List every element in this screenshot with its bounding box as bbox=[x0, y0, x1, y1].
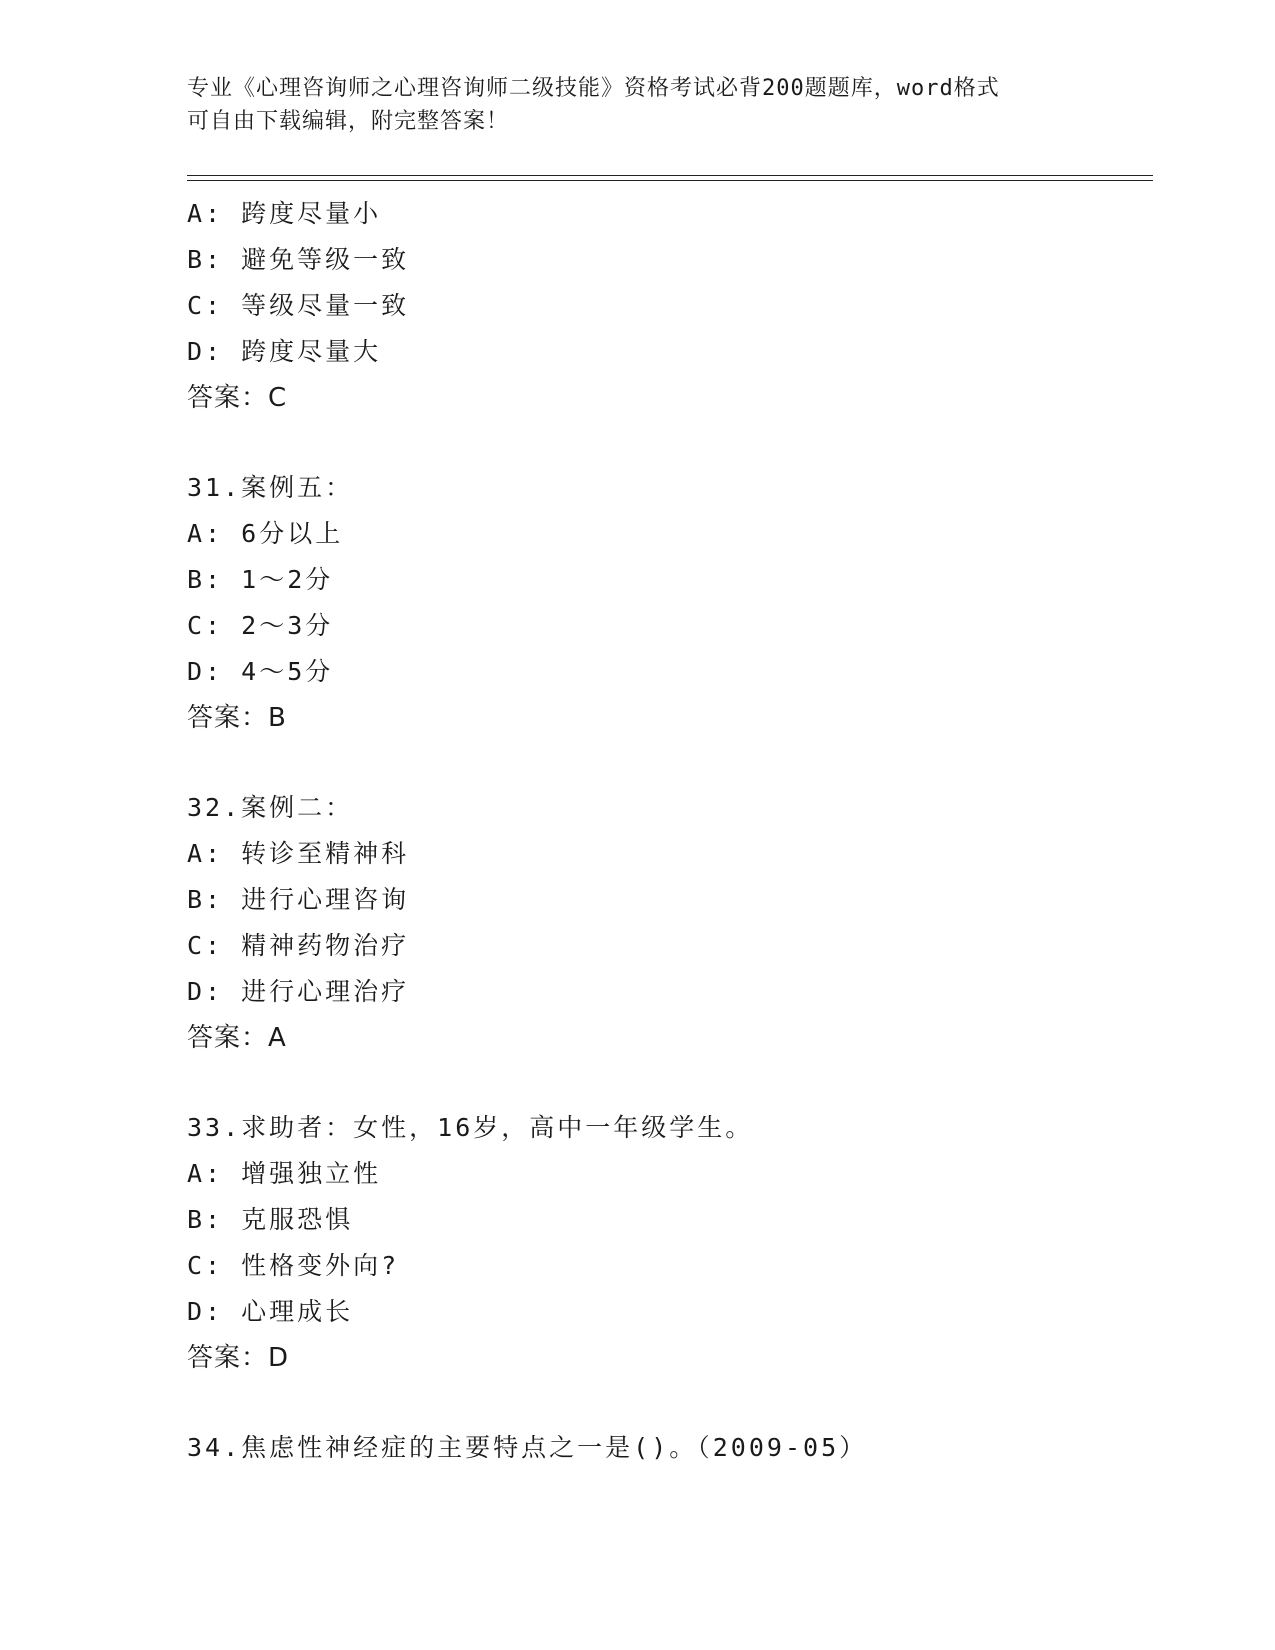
option-c: C: 2～3分 bbox=[187, 611, 334, 640]
option-c: C: 精神药物治疗 bbox=[187, 931, 410, 960]
option-a: A: 跨度尽量小 bbox=[187, 199, 382, 228]
option-a: A: 增强独立性 bbox=[187, 1159, 382, 1188]
question-block-32 bbox=[187, 785, 1147, 1061]
option-c: C: 性格变外向? bbox=[187, 1251, 400, 1280]
header-divider-bottom bbox=[187, 180, 1153, 181]
option-c: C: 等级尽量一致 bbox=[187, 291, 410, 320]
question-block-31 bbox=[187, 465, 1147, 741]
question-block-34 bbox=[187, 1425, 1147, 1471]
option-a: A: 转诊至精神科 bbox=[187, 839, 410, 868]
option-d: D: 进行心理治疗 bbox=[187, 977, 410, 1006]
header-line-1: 专业《心理咨询师之心理咨询师二级技能》资格考试必背200题题库，word格式 bbox=[187, 76, 1000, 101]
answer-line: 答案：B bbox=[187, 703, 287, 733]
question-text: 34.焦虑性神经症的主要特点之一是()。（2009-05） bbox=[187, 1433, 868, 1462]
answer-line: 答案：A bbox=[187, 1023, 287, 1053]
option-d: D: 心理成长 bbox=[187, 1297, 354, 1326]
header-line-2: 可自由下载编辑，附完整答案！ bbox=[187, 109, 510, 134]
question-list bbox=[187, 191, 1147, 1471]
spacer bbox=[187, 1061, 1147, 1105]
spacer bbox=[187, 741, 1147, 785]
answer-line: 答案：D bbox=[187, 1343, 290, 1373]
spacer bbox=[187, 1381, 1147, 1425]
header-divider-top bbox=[187, 175, 1153, 176]
option-d: D: 4～5分 bbox=[187, 657, 334, 686]
document-header bbox=[187, 72, 1087, 138]
question-text: 33.求助者：女性，16岁，高中一年级学生。 bbox=[187, 1113, 754, 1142]
option-d: D: 跨度尽量大 bbox=[187, 337, 382, 366]
spacer bbox=[187, 421, 1147, 465]
option-b: B: 避免等级一致 bbox=[187, 245, 410, 274]
question-block-33 bbox=[187, 1105, 1147, 1381]
option-b: B: 进行心理咨询 bbox=[187, 885, 410, 914]
question-text: 31.案例五： bbox=[187, 473, 354, 502]
option-b: B: 克服恐惧 bbox=[187, 1205, 354, 1234]
option-a: A: 6分以上 bbox=[187, 519, 344, 548]
option-b: B: 1～2分 bbox=[187, 565, 334, 594]
question-text: 32.案例二： bbox=[187, 793, 354, 822]
question-block-30 bbox=[187, 191, 1147, 421]
answer-line: 答案：C bbox=[187, 383, 288, 413]
